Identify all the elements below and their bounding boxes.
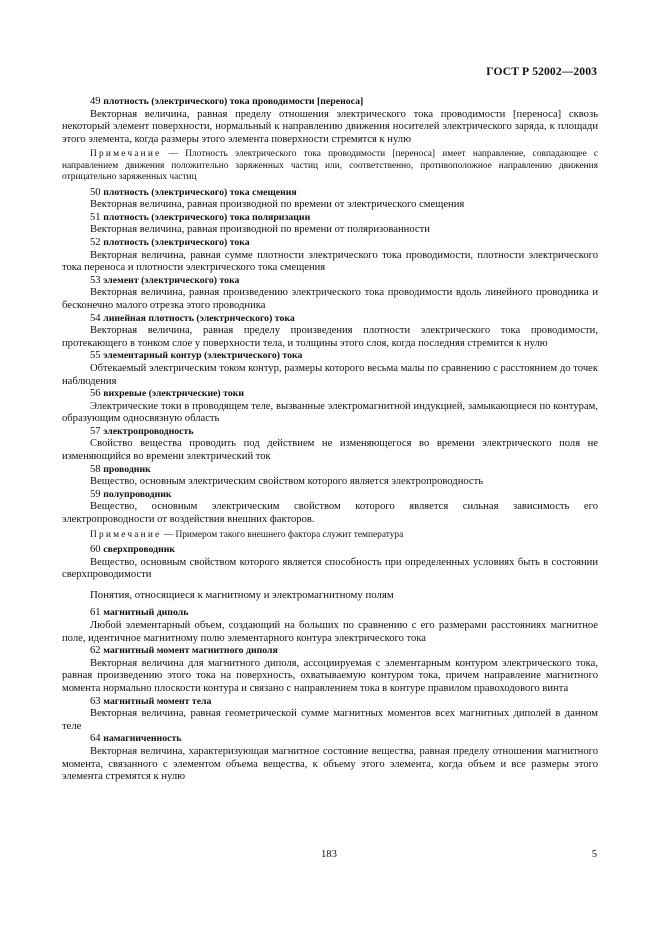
- sheet-number: 5: [591, 849, 597, 860]
- term-heading: [90, 607, 598, 620]
- term-entry-62: [62, 645, 598, 695]
- term-heading: [90, 733, 598, 746]
- term-name: плотность (электрического) тока смещения: [103, 186, 297, 198]
- term-entry-64: [62, 733, 598, 783]
- term-entry-61: [62, 607, 598, 645]
- term-name: магнитный диполь: [103, 607, 189, 619]
- term-definition: Вещество, основным свойством которого является способность при определенных условиях быть в состоянии сверхпроводимости: [62, 556, 598, 581]
- term-heading: [90, 96, 598, 109]
- term-number: 64: [90, 733, 101, 745]
- term-number: 53: [90, 274, 101, 286]
- term-entry-58: [62, 464, 598, 489]
- term-name: плотность (электрического) тока поляризации: [103, 211, 311, 223]
- term-heading: [90, 464, 598, 477]
- term-number: 55: [90, 350, 101, 362]
- term-number: 63: [90, 695, 101, 707]
- note-text: Примером такого внешнего фактора служит температура: [175, 529, 404, 540]
- term-entry-49: [62, 96, 598, 184]
- term-heading: [90, 388, 598, 401]
- term-definition: Векторная величина, равная пределу отношения электрического тока проводимости [переноса] сквозь некоторый элемент поверхности, нормальный к направлению движения носителей электрического заряда, к площади этого элемента, когда размеры этого элемента поверхности стремятся к нулю: [62, 108, 598, 145]
- note-label: Примечание: [90, 529, 162, 540]
- term-entry-63: [62, 696, 598, 734]
- term-definition: Вещество, основным электрическим свойством которого является сильная зависимость его электропроводности от воздействия внешних факторов.: [62, 501, 598, 526]
- term-definition: Векторная величина для магнитного диполя, ассоциируемая с элементарным контуром электрического тока, равная произведению этого тока на поверхность, охватываемую контуром тока, причем направление магнитного момента нормально плоскости контура и связано с направлением тока в контуре правилом правоходового винта: [62, 657, 598, 694]
- section-heading: Понятия, относящиеся к магнитному и электромагнитному полям: [90, 588, 394, 601]
- term-definition: Векторная величина, равная геометрической сумме магнитных моментов всех магнитных диполей в данном теле: [62, 708, 598, 732]
- term-heading: [90, 489, 598, 502]
- term-number: 49: [90, 96, 101, 107]
- term-note: Примечание — Плотность электрического тока проводимости [переноса] имеет направление, совпадающее с направлением движения положительно заряженных частиц или, соответственно, противоположное направлению движения отрицательно заряженных частиц: [62, 149, 598, 183]
- term-definition: Электрические токи в проводящем теле, вызванные электромагнитной индукцией, замыкающиеся по контурам, образующим односвязную область: [62, 400, 598, 425]
- term-entry-53: [62, 275, 598, 313]
- term-number: 61: [90, 607, 101, 619]
- term-definition: Любой элементарный объем, создающий на больших по сравнению с его размерами расстояниях магнитное поле, идентичное магнитному полю элементарного контура электрического тока: [62, 620, 598, 644]
- term-name: вихревые (электрические) токи: [103, 388, 245, 400]
- term-entry-51: [62, 212, 598, 237]
- term-number: 54: [90, 312, 101, 324]
- term-heading: [90, 426, 598, 439]
- term-heading: [90, 313, 598, 326]
- document-body: [62, 96, 598, 784]
- term-definition: Векторная величина, равная производной по времени от электрического смещения: [90, 199, 465, 211]
- term-number: 51: [90, 211, 101, 223]
- term-heading: [90, 696, 598, 709]
- term-definition: Векторная величина, равная сумме плотности электрического тока проводимости, плотности электрического тока переноса и плотности электрического тока смещения: [62, 249, 598, 274]
- term-heading: [90, 212, 598, 225]
- term-heading: [90, 187, 598, 200]
- note-text: Плотность электрического тока проводимости [переноса] имеет направление, совпадающее с направлением движения положительно заряженных частиц или, соответственно, противоположное направлению движения отрицательно заряженных частиц: [62, 149, 598, 183]
- term-number: 59: [90, 488, 101, 500]
- term-definition: Векторная величина, характеризующая магнитное состояние вещества, равная пределу отношения магнитного момента, связанного с элементом объема вещества, к объему этого элемента, когда объем и все размеры этого элемента стремятся к нулю: [62, 745, 598, 783]
- term-name: сверхпроводник: [103, 544, 176, 556]
- term-name: элементарный контур (электрического) тока: [103, 350, 303, 362]
- term-name: плотность (электрического) тока проводимости [переноса]: [103, 96, 364, 107]
- term-definition: Вещество, основным электрическим свойством которого является электропроводность: [90, 476, 484, 488]
- term-heading: [90, 237, 598, 250]
- term-number: 50: [90, 186, 101, 198]
- term-number: 56: [90, 388, 101, 400]
- document-code: ГОСТ Р 52002—2003: [486, 65, 597, 78]
- term-entry-50: [62, 187, 598, 212]
- term-entry-52: [62, 237, 598, 275]
- term-name: электропроводность: [103, 425, 194, 437]
- term-definition: Свойство вещества проводить под действием не изменяющегося во времени электрического поля не изменяющийся во времени электрический ток: [62, 438, 598, 463]
- term-number: 62: [90, 645, 101, 657]
- term-note: Примечание — Примером такого внешнего фактора служит температура: [90, 529, 404, 540]
- note-label: Примечание: [90, 149, 162, 160]
- term-definition: Векторная величина, равная произведению электрического тока проводимости вдоль линейного проводника и бесконечно малого отрезка этого проводника: [62, 287, 598, 311]
- term-name: проводник: [103, 463, 151, 475]
- term-entry-59: [62, 489, 598, 541]
- term-entry-54: [62, 313, 598, 351]
- term-heading: [90, 275, 598, 288]
- term-number: 58: [90, 463, 101, 475]
- term-number: 57: [90, 425, 101, 437]
- term-name: намагниченность: [103, 733, 182, 745]
- term-entry-57: [62, 426, 598, 464]
- term-number: 52: [90, 236, 101, 248]
- term-name: линейная плотность (электрического) тока: [103, 312, 295, 324]
- term-name: полупроводник: [103, 488, 172, 500]
- term-entry-55: [62, 350, 598, 388]
- term-name: магнитный момент магнитного диполя: [103, 645, 278, 657]
- page-number: 183: [321, 849, 337, 860]
- term-heading: [90, 645, 598, 658]
- term-definition: Векторная величина, равная производной по времени от поляризованности: [90, 224, 430, 236]
- term-heading: [90, 350, 598, 363]
- term-entry-60: [62, 544, 598, 582]
- term-definition: Обтекаемый электрическим током контур, размеры которого весьма малы по сравнению с расстоянием до точек наблюдения: [62, 362, 598, 387]
- term-name: плотность (электрического) тока: [103, 236, 250, 248]
- term-name: элемент (электрического) тока: [103, 274, 240, 286]
- term-heading: [90, 544, 598, 557]
- term-number: 60: [90, 544, 101, 556]
- term-name: магнитный момент тела: [103, 695, 212, 707]
- term-definition: Векторная величина, равная пределу произведения плотности электрического тока проводимости, протекающего в тонком слое у поверхности тела, и толщины этого слоя, когда последняя стремится к нулю: [62, 325, 598, 349]
- term-entry-56: [62, 388, 598, 426]
